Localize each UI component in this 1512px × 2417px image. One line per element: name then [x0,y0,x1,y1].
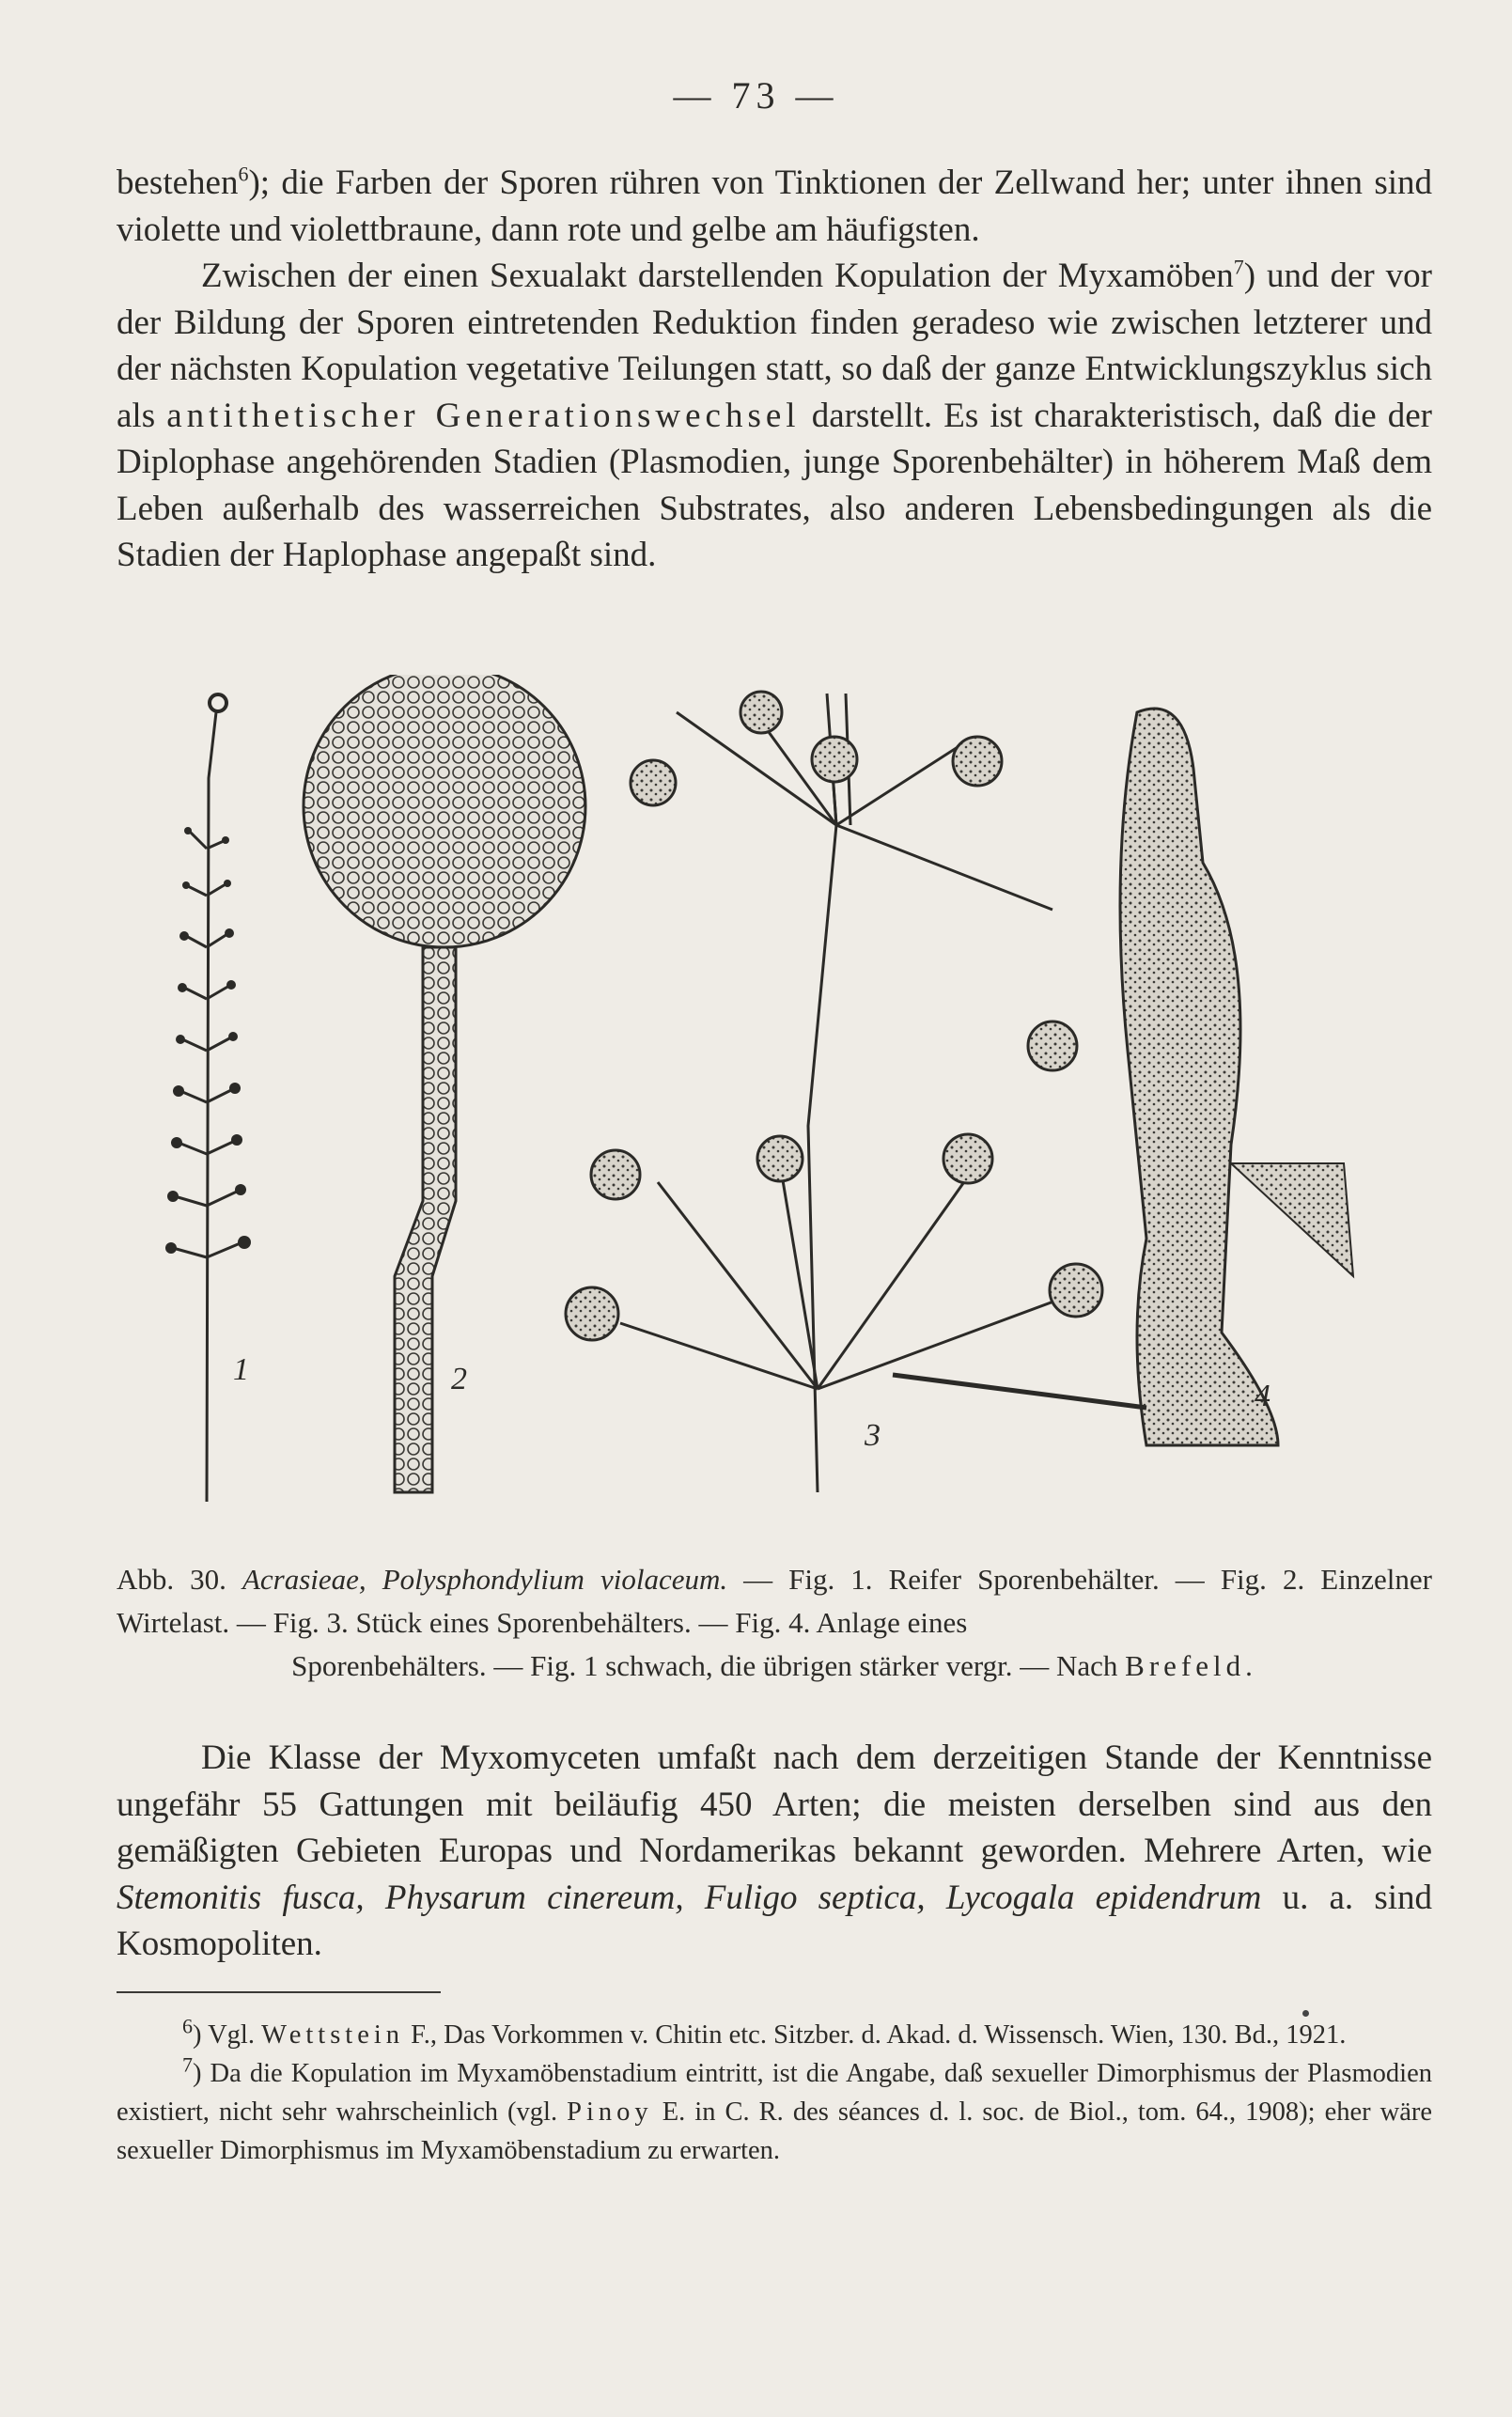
fig-label-2: 2 [451,1362,467,1396]
footnote-mark: 7 [182,2052,193,2077]
text: F., Das Vorkommen v. Chitin etc. Sitzber. d. Akad. d. Wissensch. Wien, 130. Bd., 1921. [411,2020,1347,2050]
footnote-ref-7: 7 [1233,255,1244,279]
footnote-7 [117,2054,1432,2170]
text: u. a. sind Kosmopoliten. [117,1878,1433,1963]
paragraph-1 [117,160,1432,253]
footnotes [117,2016,1432,2170]
text: ) und der vor der Bildung der Sporen eintretenden Reduktion finden geradeso wie zwischen letzterer und der nächsten Kopulation vegetative Teilungen statt, so daß der ganze Entwicklungszyklus sich als [117,257,1432,435]
fig-3-drawing [566,692,1102,1492]
footnote-ref-6: 6 [238,162,249,186]
footnote-author: Wettstein [261,2020,405,2050]
text: ) Da die Kopulation im Myxamöbenstadium eintritt, ist die Angabe, daß sexueller Dimorphismus der Plasmodien existiert, nicht sehr wahrscheinlich (vgl. [117,2059,1432,2127]
figure-illustration [150,675,1391,1549]
fig-label-3: 3 [865,1418,881,1453]
text: Die Klasse der Myxomyceten umfaßt nach dem derzeitigen Stande der Kenntnisse ungefähr 55 Gattungen mit beiläufig 450 Arten; die meisten derselben sind aus den gemäßigten Gebieten Europas und Nordamerikas bekannt geworden. Mehrere Arten, wie [117,1739,1432,1870]
footnote-6 [117,2016,1432,2054]
fig-label-4: 4 [1255,1379,1270,1413]
figure-caption [117,1558,1432,1688]
text: Zwischen der einen Sexualakt darstellenden Kopulation der Myxamöben [201,257,1234,295]
page-number: — 73 — [673,74,839,117]
paragraph-1-2 [117,160,1432,579]
species-list: Stemonitis fusca, Physarum cinereum, Fuligo septica, Lycogala epidendrum [117,1878,1262,1917]
fig-2-drawing [304,675,585,1492]
footnote-mark: 6 [182,2014,193,2038]
footnote-author: Pinoy [567,2097,653,2127]
text: E. in C. R. des séances d. l. soc. de Biol., tom. 64., 1908); eher wäre sexueller Dimorphismus im Myxamöbenstadium zu erwarten. [117,2097,1433,2165]
text: bestehen [117,164,239,202]
caption-text: — Fig. 1. Reifer Sporenbehälter. — Fig. 2. Einzelner Wirtelast. — Fig. 3. Stück eines Sporenbehälters. — Fig. 4. Anlage eines [117,1563,1432,1639]
text: ); die Farben der Sporen rühren von Tinktionen der Zellwand her; unter ihnen sind violette und violettbraune, dann rote und gelbe am häufigsten. [117,164,1432,249]
footnote-divider [117,1991,441,1993]
spaced-term: antithetischer Generationswechsel [166,396,801,435]
caption-taxa: Acrasieae, Polysphondylium violaceum. [242,1563,728,1596]
caption-abb: Abb. 30. [117,1563,226,1596]
text: darstellt. Es ist charakteristisch, daß die der Diplophase angehörenden Stadien (Plasmodien, junge Sporenbehälter) in höherem Maß dem Leben außerhalb des wasserreichen Substrates, also anderen Lebensbedingungen als die Stadien der Haplophase angepaßt sind. [117,396,1433,574]
paragraph-2 [117,253,1432,579]
caption-author: Brefeld. [1125,1649,1257,1682]
caption-line-3: Sporenbehälters. — Fig. 1 schwach, die übrigen stärker vergr. — Nach [291,1649,1118,1682]
paragraph-3 [117,1735,1432,1968]
fig-label-1: 1 [233,1352,249,1387]
text: ) Vgl. [193,2020,255,2050]
